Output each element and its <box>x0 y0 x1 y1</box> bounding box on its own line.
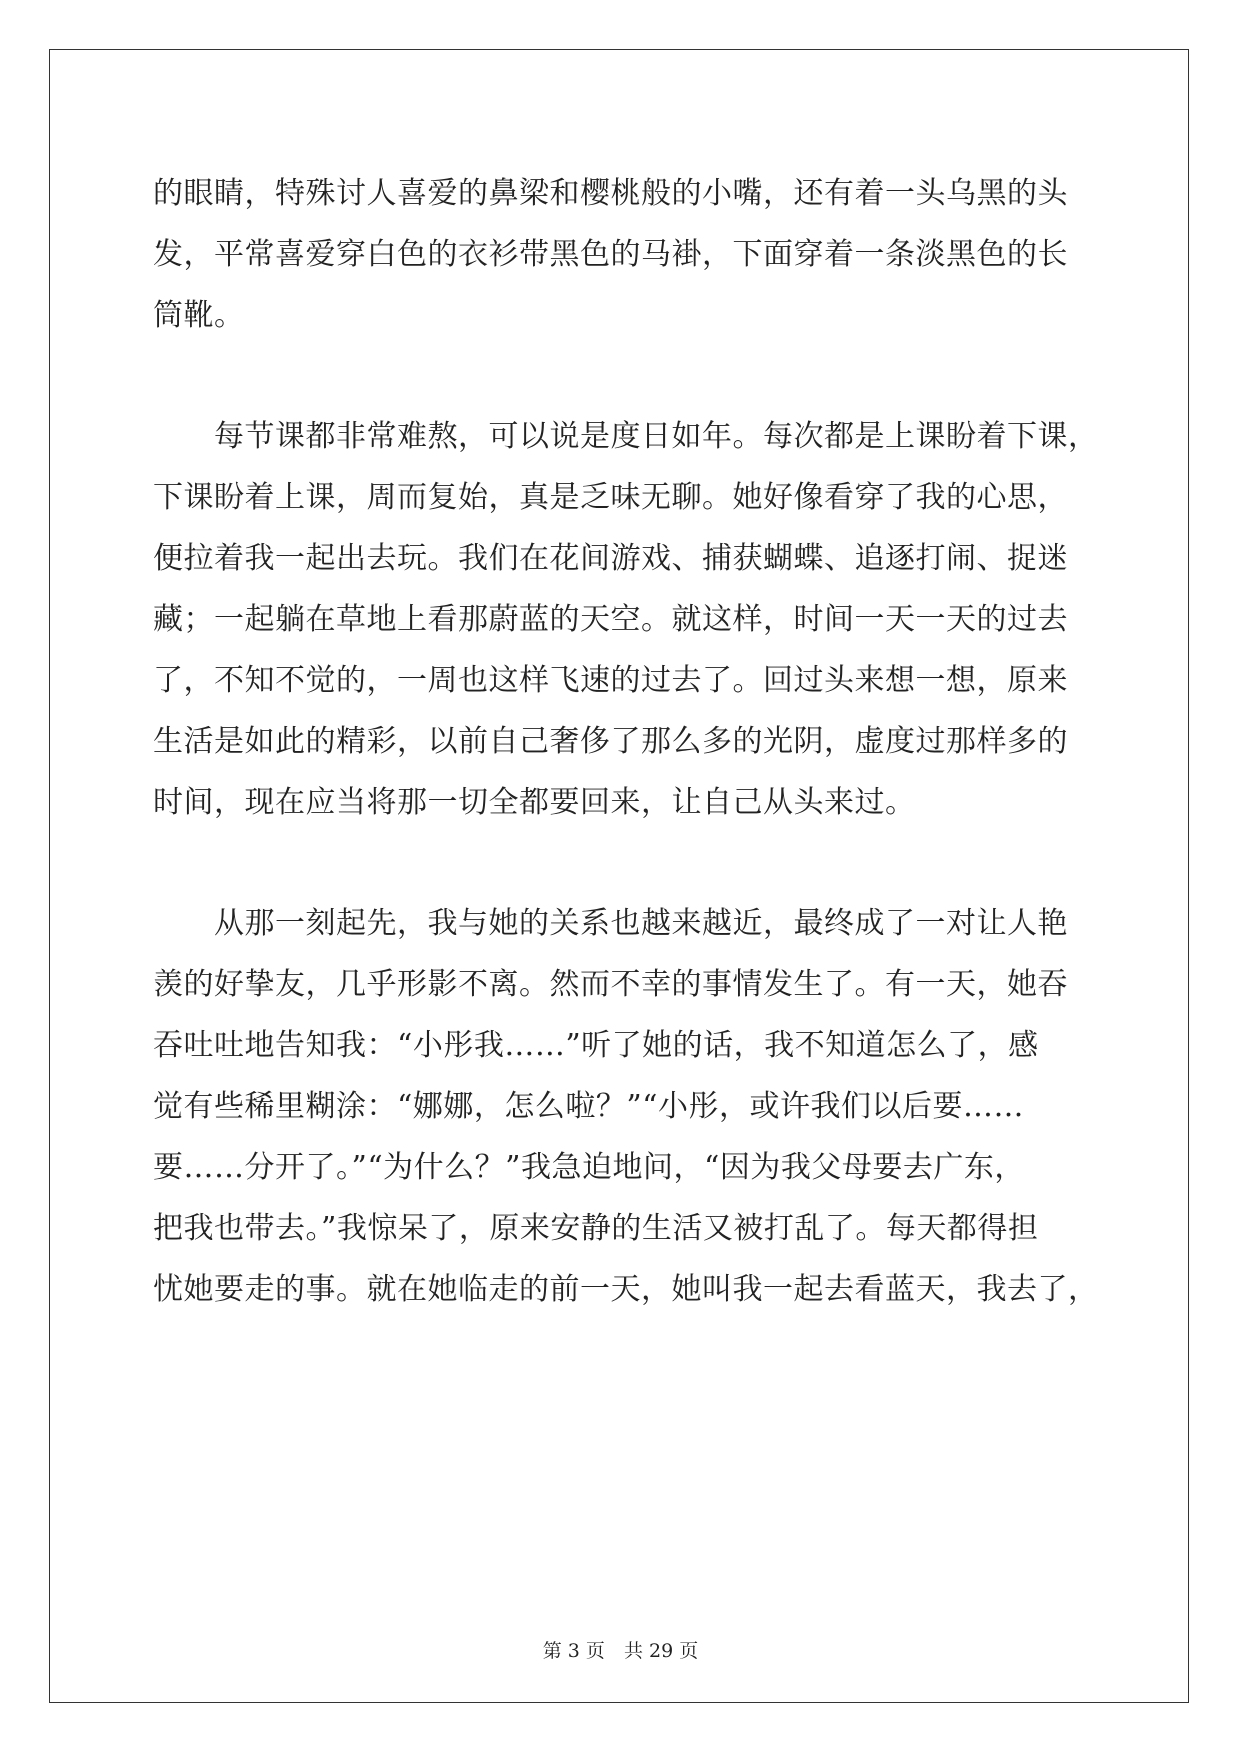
page-footer <box>0 1636 1241 1663</box>
text-line: 时间，现在应当将那一切全都要回来，让自己从头来过。 <box>153 785 916 820</box>
paragraph-1 <box>153 163 1093 346</box>
text-line: 把我也带去。”我惊呆了，原来安静的生活又被打乱了。每天都得担 <box>153 1211 1039 1246</box>
text-line: 觉有些稀里糊涂：“娜娜，怎么啦？”“小彤，或许我们以后要…… <box>153 1089 1025 1124</box>
text-line: 的眼睛，特殊讨人喜爱的鼻梁和樱桃般的小嘴，还有着一头乌黑的头 <box>153 176 1068 211</box>
text-line: 吞吐吐地告知我：“小彤我……”听了她的话，我不知道怎么了，感 <box>153 1028 1039 1063</box>
text-line: 藏；一起躺在草地上看那蔚蓝的天空。就这样，时间一天一天的过去 <box>153 602 1068 637</box>
text-line: 忧她要走的事。就在她临走的前一天，她叫我一起去看蓝天，我去了， <box>153 1272 1099 1307</box>
text-line: 了，不知不觉的，一周也这样飞速的过去了。回过头来想一想，原来 <box>153 663 1068 698</box>
document-body <box>153 163 1099 1320</box>
text-line: 从那一刻起先，我与她的关系也越来越近，最终成了一对让人艳 <box>153 906 1068 941</box>
text-line: 羡的好挚友，几乎形影不离。然而不幸的事情发生了。有一天，她吞 <box>153 967 1068 1002</box>
text-line: 发，平常喜爱穿白色的衣衫带黑色的马褂，下面穿着一条淡黑色的长 <box>153 237 1068 272</box>
paragraph-3 <box>153 893 1099 1320</box>
text-line: 筒靴。 <box>153 298 245 333</box>
page-total: 共 29 页 <box>623 1640 699 1662</box>
paragraph-2 <box>153 406 1099 833</box>
text-line: 便拉着我一起出去玩。我们在花间游戏、捕获蝴蝶、追逐打闹、捉迷 <box>153 541 1068 576</box>
text-line: 每节课都非常难熬，可以说是度日如年。每次都是上课盼着下课， <box>153 419 1099 454</box>
text-line: 下课盼着上课，周而复始，真是乏味无聊。她好像看穿了我的心思， <box>153 480 1068 515</box>
text-line: 要……分开了。”“为什么？”我急迫地问，“因为我父母要去广东， <box>153 1150 1025 1185</box>
text-line: 生活是如此的精彩，以前自己奢侈了那么多的光阴，虚度过那样多的 <box>153 724 1068 759</box>
page-number: 第 3 页 <box>542 1640 605 1662</box>
